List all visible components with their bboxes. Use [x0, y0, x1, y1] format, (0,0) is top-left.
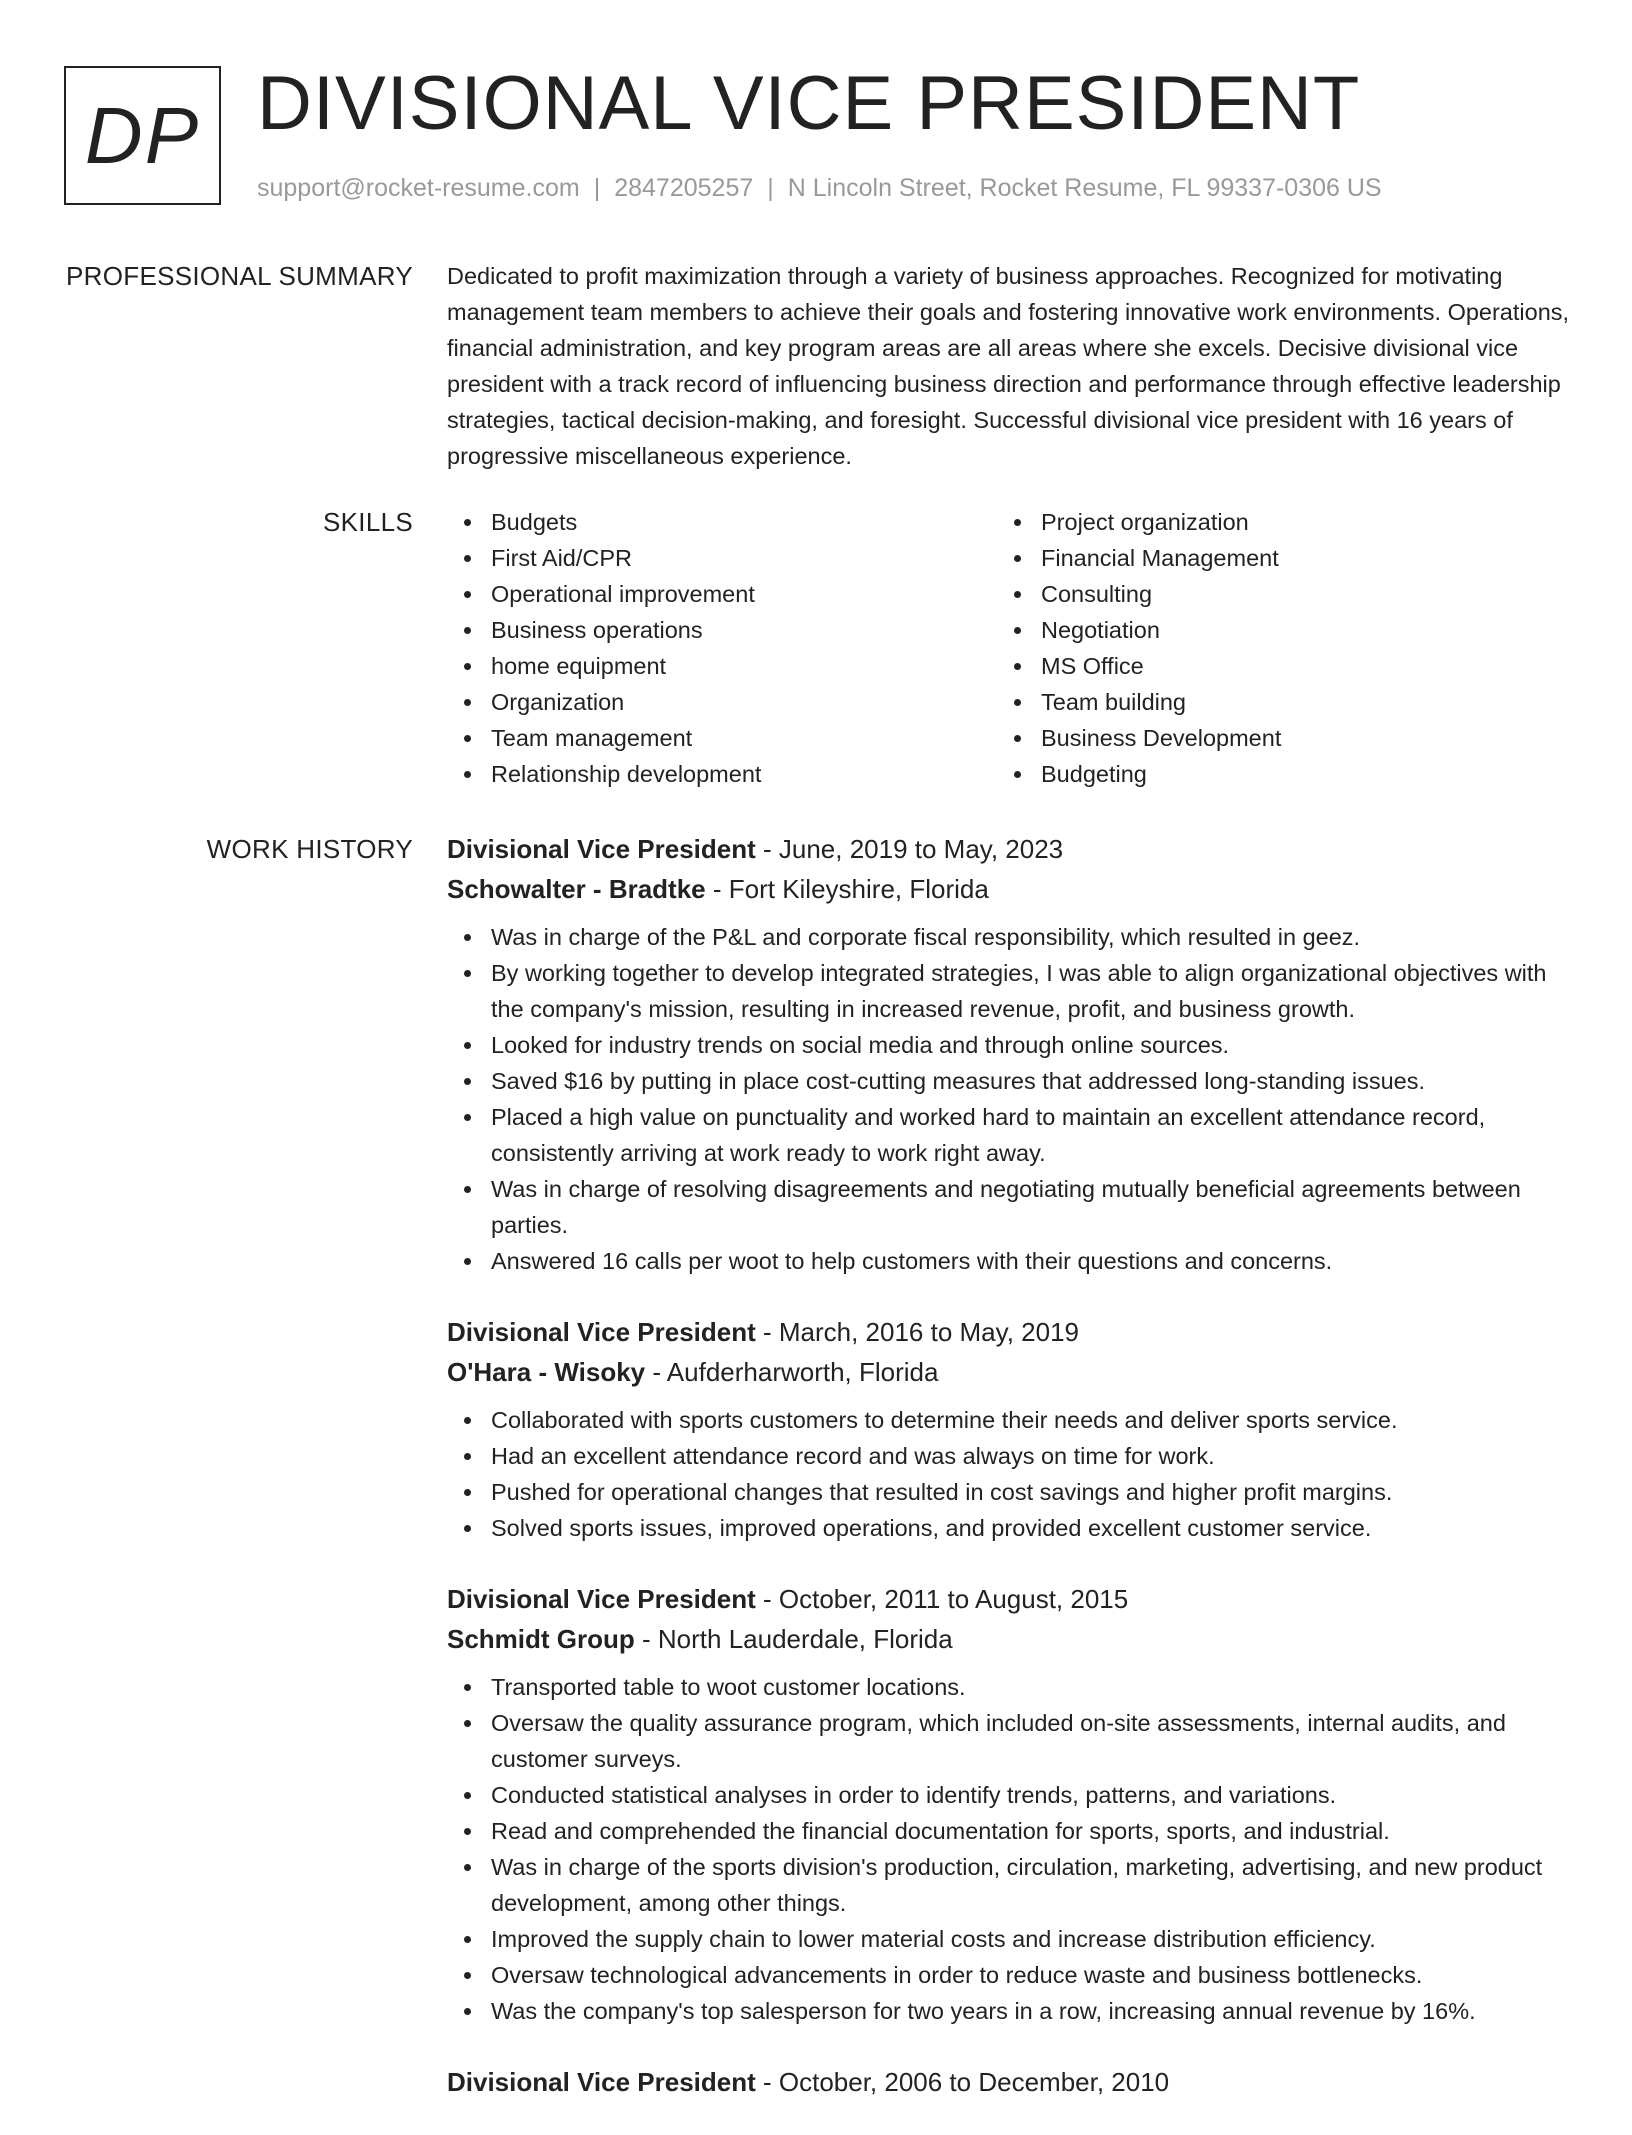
job-bullet: Was in charge of the P&L and corporate fiscal responsibility, which resulted in geez.	[447, 919, 1572, 955]
job-bullet: Oversaw technological advancements in order to reduce waste and business bottlenecks.	[447, 1957, 1572, 1993]
job-dates: - October, 2011 to August, 2015	[755, 1584, 1129, 1614]
skill-item: Financial Management	[997, 540, 1547, 576]
job-location: - Aufderharworth, Florida	[645, 1357, 939, 1387]
job-bullet: Placed a high value on punctuality and worked hard to maintain an excellent attendance record, consistently arriving at work ready to work right away.	[447, 1099, 1572, 1171]
job-company: O'Hara - Wisoky	[447, 1357, 646, 1387]
job-title-line	[447, 2062, 1572, 2102]
job-bullet: Was the company's top salesperson for two years in a row, increasing annual revenue by 16%.	[447, 1993, 1572, 2029]
contact-separator: |	[593, 174, 601, 202]
skill-item: Business operations	[447, 612, 997, 648]
job-title: Divisional Vice President	[447, 1317, 756, 1347]
skill-item: Team management	[447, 720, 997, 756]
skill-item: MS Office	[997, 648, 1547, 684]
job-bullet: Improved the supply chain to lower material costs and increase distribution efficiency.	[447, 1921, 1572, 1957]
job-dates: - October, 2006 to December, 2010	[755, 2067, 1170, 2097]
job-bullet: Was in charge of resolving disagreements and negotiating mutually beneficial agreements between parties.	[447, 1171, 1572, 1243]
skills-heading: SKILLS	[323, 507, 413, 537]
skill-item: Team building	[997, 684, 1547, 720]
skill-item: home equipment	[447, 648, 997, 684]
job-bullet: Collaborated with sports customers to determine their needs and deliver sports service.	[447, 1402, 1572, 1438]
resume-title: DIVISIONAL VICE PRESIDENT	[257, 61, 1361, 146]
job-bullet: Read and comprehended the financial documentation for sports, sports, and industrial.	[447, 1813, 1572, 1849]
skill-item: Organization	[447, 684, 997, 720]
job-entry	[447, 1312, 1572, 1546]
job-bullet: Saved $16 by putting in place cost-cutting measures that addressed long-standing issues.	[447, 1063, 1572, 1099]
job-title: Divisional Vice President	[447, 1584, 756, 1614]
job-entry	[447, 2062, 1572, 2102]
monogram-initials: DP	[84, 90, 201, 180]
job-bullet: Had an excellent attendance record and was always on time for work.	[447, 1438, 1572, 1474]
job-bullet: Pushed for operational changes that resulted in cost savings and higher profit margins.	[447, 1474, 1572, 1510]
skill-item: Operational improvement	[447, 576, 997, 612]
skills-list-left	[447, 504, 997, 792]
job-title-line	[447, 829, 1572, 869]
job-title-line	[447, 1579, 1572, 1619]
job-bullets	[447, 1402, 1572, 1546]
contact-address: N Lincoln Street, Rocket Resume, FL 99337-0306 US	[787, 174, 1382, 202]
skill-item: Project organization	[997, 504, 1547, 540]
monogram-box	[64, 66, 221, 205]
skill-item: First Aid/CPR	[447, 540, 997, 576]
contact-line	[257, 174, 1382, 203]
job-company-line	[447, 1619, 1572, 1659]
skills-list-right	[997, 504, 1547, 792]
job-bullets	[447, 1669, 1572, 2029]
work-history-heading: WORK HISTORY	[206, 834, 413, 864]
job-title-line	[447, 1312, 1572, 1352]
job-bullets	[447, 919, 1572, 1279]
job-bullet: Looked for industry trends on social media and through online sources.	[447, 1027, 1572, 1063]
job-dates: - March, 2016 to May, 2019	[755, 1317, 1080, 1347]
job-company: Schmidt Group	[447, 1624, 635, 1654]
job-bullet: Was in charge of the sports division's production, circulation, marketing, advertising, and new product development, among other things.	[447, 1849, 1572, 1921]
job-company-line	[447, 869, 1572, 909]
job-title: Divisional Vice President	[447, 2067, 756, 2097]
contact-phone[interactable]: 2847205257	[614, 174, 754, 202]
job-bullet: Oversaw the quality assurance program, which included on-site assessments, internal audits, and customer surveys.	[447, 1705, 1572, 1777]
contact-email[interactable]: support@rocket-resume.com	[257, 174, 580, 202]
job-list	[447, 829, 1572, 2135]
summary-text: Dedicated to profit maximization through a variety of business approaches. Recognized for motivating management team members to achieve their goals and fostering innovative work environments. Operations, financial administration, and key program areas are all areas where she excels. Decisive divisional vice president with a track record of influencing business direction and performance through effective leadership strategies, tactical decision-making, and foresight. Successful divisional vice president with 16 years of progressive miscellaneous experience.	[447, 263, 1570, 469]
skill-item: Negotiation	[997, 612, 1547, 648]
job-title: Divisional Vice President	[447, 834, 756, 864]
job-bullet: Answered 16 calls per woot to help customers with their questions and concerns.	[447, 1243, 1572, 1279]
contact-separator: |	[767, 174, 774, 202]
job-bullet: Conducted statistical analyses in order to identify trends, patterns, and variations.	[447, 1777, 1572, 1813]
job-company-line	[447, 1352, 1572, 1392]
skill-item: Budgeting	[997, 756, 1547, 792]
job-entry	[447, 829, 1572, 1279]
job-bullet: Solved sports issues, improved operations, and provided excellent customer service.	[447, 1510, 1572, 1546]
job-location: - Fort Kileyshire, Florida	[705, 874, 989, 904]
job-bullet: By working together to develop integrated strategies, I was able to align organizational objectives with the company's mission, resulting in increased revenue, profit, and business growth.	[447, 955, 1572, 1027]
skill-item: Business Development	[997, 720, 1547, 756]
job-company: Schowalter - Bradtke	[447, 874, 706, 904]
job-bullet: Transported table to woot customer locations.	[447, 1669, 1572, 1705]
skill-item: Budgets	[447, 504, 997, 540]
skill-item: Relationship development	[447, 756, 997, 792]
summary-heading: PROFESSIONAL SUMMARY	[66, 261, 413, 291]
skill-item: Consulting	[997, 576, 1547, 612]
job-location: - North Lauderdale, Florida	[634, 1624, 953, 1654]
job-entry	[447, 1579, 1572, 2029]
job-dates: - June, 2019 to May, 2023	[755, 834, 1064, 864]
